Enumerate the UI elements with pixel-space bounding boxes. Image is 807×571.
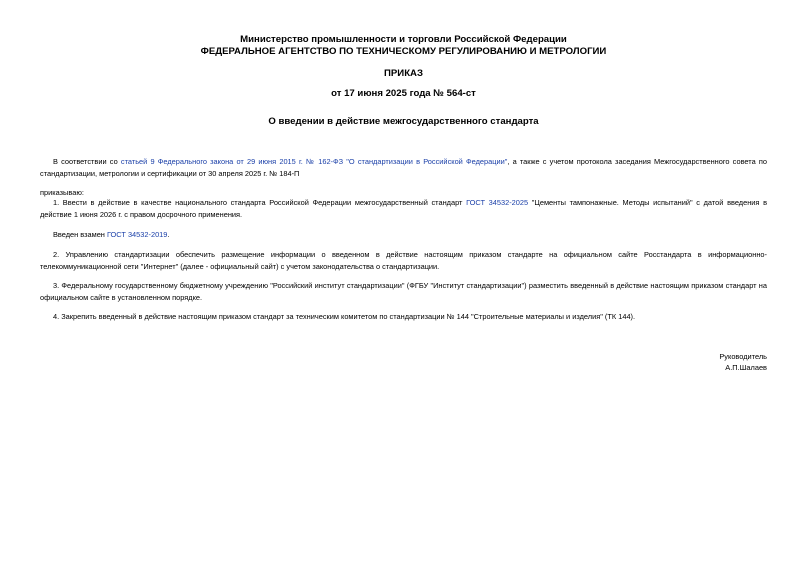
- law-link[interactable]: статьей 9 Федерального закона от 29 июня 2015 г. № 162-ФЗ "О стандартизации в Российской Федерации": [120, 157, 508, 166]
- item-1-paragraph: [40, 197, 767, 220]
- preamble-text-before: В соответствии со: [53, 157, 121, 166]
- replaced-text-before: Введен взамен: [53, 230, 107, 239]
- order-word: приказываю:: [40, 188, 84, 197]
- gost-34532-2019-link[interactable]: ГОСТ 34532-2019: [106, 230, 168, 239]
- signature-name: А.П.Шалаев: [725, 363, 767, 372]
- replaced-text-after: .: [167, 230, 170, 239]
- document-subject: О введении в действие межгосударственного стандарта: [268, 116, 539, 127]
- item-2-paragraph: 2. Управлению стандартизации обеспечить размещение информации о введенном в действие настоящим приказом стандарте на официальном сайте Росстандарта в информационно-телекоммуникационной сети "Интернет" (далее - официальный сайт) с учетом законодательства о стандартизации.: [40, 250, 767, 271]
- gost-34532-2025-link[interactable]: ГОСТ 34532-2025: [466, 198, 529, 207]
- item-1-text-before: 1. Ввести в действие в качестве национального стандарта Российской Федерации межгосударственный стандарт: [53, 198, 467, 207]
- preamble-paragraph: [40, 156, 767, 179]
- replaced-paragraph: [53, 229, 169, 241]
- agency-title: ФЕДЕРАЛЬНОЕ АГЕНТСТВО ПО ТЕХНИЧЕСКОМУ РЕГУЛИРОВАНИЮ И МЕТРОЛОГИИ: [200, 46, 607, 57]
- preamble-text-after: , а также с учетом протокола заседания Межгосударственного совета по стандартизации, метрологии и сертификации от 30 апреля 2025 г. № 184-П: [40, 157, 767, 178]
- signature-title: Руководитель: [719, 352, 767, 361]
- ministry-title: Министерство промышленности и торговли Российской Федерации: [240, 34, 567, 45]
- item-3-paragraph: 3. Федеральному государственному бюджетному учреждению "Российский институт стандартизации" (ФГБУ "Институт стандартизации") разместить введенный в действие настоящим приказом стандарт на официальном сайте в установленном порядке.: [40, 281, 767, 302]
- document-type: ПРИКАЗ: [384, 68, 423, 79]
- document-date-number: от 17 июня 2025 года № 564-ст: [331, 88, 476, 99]
- item-1-text-after: "Цементы тампонажные. Методы испытаний" с датой введения в действие 1 июня 2026 г. с правом досрочного применения.: [40, 198, 767, 219]
- item-4-paragraph: 4. Закрепить введенный в действие настоящим приказом стандарт за техническим комитетом по стандартизации № 144 "Строительные материалы и изделия" (ТК 144).: [53, 312, 636, 321]
